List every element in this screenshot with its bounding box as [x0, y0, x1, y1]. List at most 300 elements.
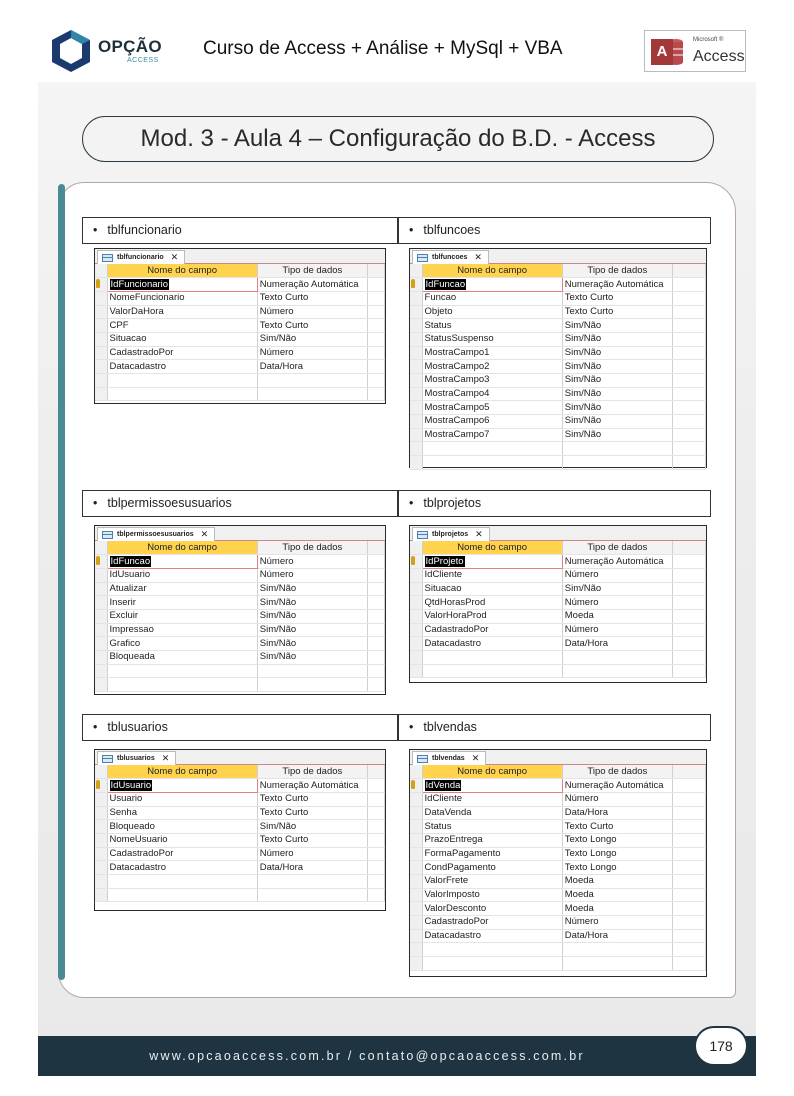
data-type-cell[interactable]: Data/Hora: [257, 861, 367, 875]
row-selector[interactable]: [95, 387, 107, 401]
table-row[interactable]: [410, 582, 706, 596]
field-name-cell[interactable]: NomeUsuario: [107, 833, 257, 847]
field-name-cell[interactable]: Status: [422, 820, 562, 834]
data-type-cell[interactable]: Texto Longo: [562, 861, 672, 875]
description-cell[interactable]: [367, 861, 384, 875]
data-type-cell[interactable]: Data/Hora: [562, 929, 672, 943]
description-cell[interactable]: [367, 678, 384, 692]
description-cell[interactable]: [367, 387, 384, 401]
table-tab[interactable]: [97, 250, 185, 264]
field-name-cell[interactable]: CadastradoPor: [422, 916, 562, 930]
table-row[interactable]: [95, 820, 385, 834]
field-name-cell[interactable]: ValorImposto: [422, 888, 562, 902]
table-row[interactable]: [95, 861, 385, 875]
row-selector[interactable]: [410, 623, 422, 637]
table-row[interactable]: [95, 792, 385, 806]
data-type-cell[interactable]: Numeração Automática: [562, 278, 672, 292]
field-name-cell[interactable]: [107, 374, 257, 388]
description-cell[interactable]: [367, 291, 384, 305]
data-type-cell[interactable]: Sim/Não: [562, 319, 672, 333]
description-cell[interactable]: [672, 623, 705, 637]
description-cell[interactable]: [367, 875, 384, 889]
description-cell[interactable]: [672, 555, 705, 569]
table-tab[interactable]: [412, 751, 486, 765]
table-tab[interactable]: [97, 751, 176, 765]
table-row[interactable]: [95, 360, 385, 374]
table-row[interactable]: [95, 888, 385, 902]
data-type-cell[interactable]: Texto Curto: [562, 305, 672, 319]
field-name-cell[interactable]: [107, 888, 257, 902]
description-cell[interactable]: [672, 401, 705, 415]
description-cell[interactable]: [367, 568, 384, 582]
data-type-cell[interactable]: Moeda: [562, 875, 672, 889]
row-selector[interactable]: [95, 346, 107, 360]
field-name-cell[interactable]: [422, 651, 562, 665]
table-row[interactable]: [95, 278, 385, 292]
table-row[interactable]: [410, 792, 706, 806]
description-cell[interactable]: [367, 346, 384, 360]
row-selector[interactable]: [410, 609, 422, 623]
description-cell[interactable]: [672, 428, 705, 442]
table-row[interactable]: [410, 596, 706, 610]
table-tab[interactable]: [412, 527, 490, 541]
field-name-cell[interactable]: ValorFrete: [422, 875, 562, 889]
row-selector[interactable]: [95, 637, 107, 651]
data-type-cell[interactable]: [562, 957, 672, 971]
data-type-cell[interactable]: Número: [257, 568, 367, 582]
description-cell[interactable]: [367, 779, 384, 793]
row-selector[interactable]: [410, 902, 422, 916]
description-cell[interactable]: [672, 943, 705, 957]
row-selector[interactable]: [410, 637, 422, 651]
field-name-cell[interactable]: [422, 957, 562, 971]
table-row[interactable]: [95, 596, 385, 610]
description-cell[interactable]: [367, 888, 384, 902]
description-cell[interactable]: [367, 609, 384, 623]
row-selector[interactable]: [95, 792, 107, 806]
data-type-cell[interactable]: [257, 387, 367, 401]
data-type-cell[interactable]: Sim/Não: [562, 401, 672, 415]
data-type-cell[interactable]: [257, 664, 367, 678]
data-type-cell[interactable]: [562, 943, 672, 957]
field-name-cell[interactable]: MostraCampo5: [422, 401, 562, 415]
description-cell[interactable]: [672, 929, 705, 943]
field-name-cell[interactable]: [107, 664, 257, 678]
data-type-cell[interactable]: Número: [562, 916, 672, 930]
data-type-cell[interactable]: Sim/Não: [562, 428, 672, 442]
field-name-cell[interactable]: MostraCampo3: [422, 374, 562, 388]
table-row[interactable]: [410, 875, 706, 889]
table-row[interactable]: [95, 387, 385, 401]
close-icon[interactable]: ✕: [474, 252, 482, 262]
table-row[interactable]: [95, 568, 385, 582]
table-row[interactable]: [410, 779, 706, 793]
table-row[interactable]: [410, 278, 706, 292]
data-type-cell[interactable]: Texto Longo: [562, 833, 672, 847]
description-cell[interactable]: [672, 305, 705, 319]
field-name-cell[interactable]: IdCliente: [422, 568, 562, 582]
data-type-cell[interactable]: Sim/Não: [257, 637, 367, 651]
close-icon[interactable]: ✕: [170, 252, 179, 262]
field-name-cell[interactable]: QtdHorasProd: [422, 596, 562, 610]
field-name-cell[interactable]: MostraCampo4: [422, 387, 562, 401]
data-type-cell[interactable]: Data/Hora: [257, 360, 367, 374]
data-type-cell[interactable]: Moeda: [562, 902, 672, 916]
table-row[interactable]: [95, 609, 385, 623]
description-cell[interactable]: [672, 596, 705, 610]
table-row[interactable]: [410, 555, 706, 569]
data-type-cell[interactable]: Sim/Não: [562, 332, 672, 346]
field-name-cell[interactable]: [107, 278, 257, 292]
description-cell[interactable]: [672, 820, 705, 834]
row-selector[interactable]: [410, 360, 422, 374]
description-cell[interactable]: [367, 319, 384, 333]
data-type-cell[interactable]: Sim/Não: [257, 623, 367, 637]
row-selector[interactable]: [95, 861, 107, 875]
data-type-cell[interactable]: Texto Curto: [257, 806, 367, 820]
data-type-cell[interactable]: Moeda: [562, 609, 672, 623]
table-row[interactable]: [410, 806, 706, 820]
description-cell[interactable]: [672, 792, 705, 806]
data-type-cell[interactable]: Número: [562, 596, 672, 610]
table-row[interactable]: [95, 806, 385, 820]
row-selector[interactable]: [410, 568, 422, 582]
row-selector[interactable]: [410, 456, 422, 470]
table-row[interactable]: [410, 428, 706, 442]
description-cell[interactable]: [672, 319, 705, 333]
field-name-cell[interactable]: ValorHoraProd: [422, 609, 562, 623]
description-cell[interactable]: [672, 332, 705, 346]
description-cell[interactable]: [367, 792, 384, 806]
row-selector[interactable]: [410, 875, 422, 889]
table-row[interactable]: [95, 678, 385, 692]
row-selector[interactable]: [95, 833, 107, 847]
description-cell[interactable]: [672, 568, 705, 582]
data-type-cell[interactable]: Número: [257, 346, 367, 360]
description-cell[interactable]: [672, 609, 705, 623]
table-row[interactable]: [410, 651, 706, 665]
data-type-cell[interactable]: Numeração Automática: [562, 555, 672, 569]
field-name-cell[interactable]: Datacadastro: [107, 360, 257, 374]
table-row[interactable]: [410, 888, 706, 902]
field-name-cell[interactable]: ValorDesconto: [422, 902, 562, 916]
row-selector[interactable]: [95, 888, 107, 902]
field-name-cell[interactable]: [422, 555, 562, 569]
row-selector[interactable]: [95, 291, 107, 305]
table-row[interactable]: [410, 833, 706, 847]
close-icon[interactable]: ✕: [200, 529, 209, 539]
field-name-cell[interactable]: Funcao: [422, 291, 562, 305]
description-cell[interactable]: [367, 806, 384, 820]
description-cell[interactable]: [672, 875, 705, 889]
table-row[interactable]: [410, 305, 706, 319]
field-name-cell[interactable]: Situacao: [107, 332, 257, 346]
field-name-cell[interactable]: StatusSuspenso: [422, 332, 562, 346]
field-name-cell[interactable]: CondPagamento: [422, 861, 562, 875]
row-selector[interactable]: [410, 957, 422, 971]
field-name-cell[interactable]: IdCliente: [422, 792, 562, 806]
description-cell[interactable]: [672, 374, 705, 388]
field-name-cell[interactable]: [422, 779, 562, 793]
description-cell[interactable]: [672, 291, 705, 305]
table-row[interactable]: [410, 456, 706, 470]
data-type-cell[interactable]: [562, 664, 672, 678]
description-cell[interactable]: [367, 637, 384, 651]
description-cell[interactable]: [367, 664, 384, 678]
table-row[interactable]: [95, 291, 385, 305]
data-type-cell[interactable]: Texto Curto: [257, 833, 367, 847]
description-cell[interactable]: [672, 346, 705, 360]
description-cell[interactable]: [672, 902, 705, 916]
description-cell[interactable]: [367, 820, 384, 834]
description-cell[interactable]: [672, 916, 705, 930]
table-row[interactable]: [410, 861, 706, 875]
data-type-cell[interactable]: Texto Curto: [562, 820, 672, 834]
row-selector[interactable]: [410, 847, 422, 861]
row-selector[interactable]: [410, 820, 422, 834]
row-selector[interactable]: [410, 415, 422, 429]
table-row[interactable]: [95, 305, 385, 319]
data-type-cell[interactable]: Sim/Não: [257, 609, 367, 623]
description-cell[interactable]: [672, 582, 705, 596]
description-cell[interactable]: [672, 442, 705, 456]
table-row[interactable]: [410, 291, 706, 305]
description-cell[interactable]: [672, 957, 705, 971]
row-selector[interactable]: [95, 319, 107, 333]
row-selector[interactable]: [410, 374, 422, 388]
table-row[interactable]: [95, 637, 385, 651]
field-name-cell[interactable]: [107, 678, 257, 692]
close-icon[interactable]: ✕: [475, 529, 483, 539]
row-selector[interactable]: [410, 596, 422, 610]
field-name-cell[interactable]: [107, 555, 257, 569]
table-tab[interactable]: [97, 527, 215, 541]
row-selector[interactable]: [95, 875, 107, 889]
table-row[interactable]: [410, 401, 706, 415]
description-cell[interactable]: [367, 374, 384, 388]
table-row[interactable]: [410, 374, 706, 388]
table-row[interactable]: [410, 623, 706, 637]
description-cell[interactable]: [672, 456, 705, 470]
description-cell[interactable]: [672, 387, 705, 401]
description-cell[interactable]: [672, 833, 705, 847]
field-name-cell[interactable]: Impressao: [107, 623, 257, 637]
row-selector[interactable]: [410, 291, 422, 305]
field-name-cell[interactable]: DataVenda: [422, 806, 562, 820]
field-name-cell[interactable]: [107, 875, 257, 889]
field-name-cell[interactable]: Bloqueado: [107, 820, 257, 834]
description-cell[interactable]: [672, 888, 705, 902]
field-name-cell[interactable]: CadastradoPor: [107, 346, 257, 360]
table-row[interactable]: [410, 415, 706, 429]
field-name-cell[interactable]: Datacadastro: [107, 861, 257, 875]
table-row[interactable]: [95, 332, 385, 346]
table-row[interactable]: [410, 360, 706, 374]
field-name-cell[interactable]: Atualizar: [107, 582, 257, 596]
table-row[interactable]: [410, 902, 706, 916]
row-selector[interactable]: [410, 929, 422, 943]
data-type-cell[interactable]: [562, 442, 672, 456]
row-selector[interactable]: [95, 568, 107, 582]
data-type-cell[interactable]: Sim/Não: [257, 651, 367, 665]
table-row[interactable]: [410, 319, 706, 333]
table-row[interactable]: [410, 609, 706, 623]
row-selector[interactable]: [95, 847, 107, 861]
table-row[interactable]: [95, 623, 385, 637]
table-row[interactable]: [95, 582, 385, 596]
row-selector[interactable]: [95, 678, 107, 692]
field-name-cell[interactable]: MostraCampo1: [422, 346, 562, 360]
row-selector[interactable]: [410, 888, 422, 902]
description-cell[interactable]: [367, 555, 384, 569]
row-selector[interactable]: [95, 360, 107, 374]
data-type-cell[interactable]: Número: [562, 568, 672, 582]
table-row[interactable]: [410, 637, 706, 651]
row-selector[interactable]: [410, 387, 422, 401]
table-row[interactable]: [410, 957, 706, 971]
field-name-cell[interactable]: Datacadastro: [422, 637, 562, 651]
field-name-cell[interactable]: [422, 442, 562, 456]
field-name-cell[interactable]: [422, 664, 562, 678]
row-selector[interactable]: [410, 833, 422, 847]
data-type-cell[interactable]: Numeração Automática: [257, 278, 367, 292]
table-row[interactable]: [410, 847, 706, 861]
data-type-cell[interactable]: Data/Hora: [562, 637, 672, 651]
table-row[interactable]: [95, 664, 385, 678]
table-row[interactable]: [410, 820, 706, 834]
description-cell[interactable]: [672, 278, 705, 292]
row-selector[interactable]: [410, 792, 422, 806]
close-icon[interactable]: ✕: [161, 753, 170, 763]
description-cell[interactable]: [367, 833, 384, 847]
data-type-cell[interactable]: [562, 651, 672, 665]
row-selector[interactable]: [410, 582, 422, 596]
field-name-cell[interactable]: [422, 278, 562, 292]
field-name-cell[interactable]: MostraCampo2: [422, 360, 562, 374]
row-selector[interactable]: [410, 806, 422, 820]
field-name-cell[interactable]: CPF: [107, 319, 257, 333]
description-cell[interactable]: [367, 623, 384, 637]
field-name-cell[interactable]: Situacao: [422, 582, 562, 596]
field-name-cell[interactable]: Objeto: [422, 305, 562, 319]
description-cell[interactable]: [672, 360, 705, 374]
field-name-cell[interactable]: PrazoEntrega: [422, 833, 562, 847]
row-selector[interactable]: [410, 332, 422, 346]
data-type-cell[interactable]: Data/Hora: [562, 806, 672, 820]
data-type-cell[interactable]: Texto Curto: [257, 792, 367, 806]
field-name-cell[interactable]: Datacadastro: [422, 929, 562, 943]
field-name-cell[interactable]: MostraCampo7: [422, 428, 562, 442]
description-cell[interactable]: [367, 332, 384, 346]
row-selector[interactable]: [95, 651, 107, 665]
row-selector[interactable]: [410, 305, 422, 319]
field-name-cell[interactable]: [422, 943, 562, 957]
data-type-cell[interactable]: Sim/Não: [257, 596, 367, 610]
data-type-cell[interactable]: [257, 374, 367, 388]
table-row[interactable]: [95, 651, 385, 665]
row-selector[interactable]: [95, 332, 107, 346]
data-type-cell[interactable]: Sim/Não: [562, 582, 672, 596]
data-type-cell[interactable]: Número: [257, 847, 367, 861]
data-type-cell[interactable]: Número: [562, 792, 672, 806]
data-type-cell[interactable]: Sim/Não: [562, 415, 672, 429]
table-row[interactable]: [95, 555, 385, 569]
description-cell[interactable]: [672, 861, 705, 875]
table-row[interactable]: [95, 346, 385, 360]
table-row[interactable]: [95, 847, 385, 861]
field-name-cell[interactable]: Inserir: [107, 596, 257, 610]
description-cell[interactable]: [672, 806, 705, 820]
table-row[interactable]: [410, 929, 706, 943]
field-name-cell[interactable]: Senha: [107, 806, 257, 820]
description-cell[interactable]: [672, 847, 705, 861]
description-cell[interactable]: [367, 596, 384, 610]
table-row[interactable]: [410, 664, 706, 678]
data-type-cell[interactable]: Texto Longo: [562, 847, 672, 861]
data-type-cell[interactable]: Número: [257, 305, 367, 319]
data-type-cell[interactable]: Moeda: [562, 888, 672, 902]
row-selector[interactable]: [410, 428, 422, 442]
row-selector[interactable]: [95, 609, 107, 623]
table-row[interactable]: [410, 346, 706, 360]
table-row[interactable]: [410, 387, 706, 401]
data-type-cell[interactable]: Sim/Não: [562, 346, 672, 360]
data-type-cell[interactable]: [257, 678, 367, 692]
data-type-cell[interactable]: Sim/Não: [257, 820, 367, 834]
field-name-cell[interactable]: Excluir: [107, 609, 257, 623]
data-type-cell[interactable]: Sim/Não: [562, 387, 672, 401]
description-cell[interactable]: [672, 651, 705, 665]
table-row[interactable]: [95, 875, 385, 889]
description-cell[interactable]: [672, 664, 705, 678]
row-selector[interactable]: [95, 623, 107, 637]
row-selector[interactable]: [410, 651, 422, 665]
row-selector[interactable]: [410, 916, 422, 930]
data-type-cell[interactable]: Numeração Automática: [257, 779, 367, 793]
table-row[interactable]: [95, 319, 385, 333]
row-selector[interactable]: [95, 664, 107, 678]
description-cell[interactable]: [672, 415, 705, 429]
field-name-cell[interactable]: Bloqueada: [107, 651, 257, 665]
description-cell[interactable]: [367, 278, 384, 292]
description-cell[interactable]: [367, 651, 384, 665]
table-row[interactable]: [410, 916, 706, 930]
row-selector[interactable]: [95, 596, 107, 610]
description-cell[interactable]: [367, 847, 384, 861]
row-selector[interactable]: [410, 346, 422, 360]
field-name-cell[interactable]: NomeFuncionario: [107, 291, 257, 305]
field-name-cell[interactable]: CadastradoPor: [107, 847, 257, 861]
data-type-cell[interactable]: Sim/Não: [257, 582, 367, 596]
data-type-cell[interactable]: Sim/Não: [562, 360, 672, 374]
close-icon[interactable]: ✕: [471, 753, 480, 763]
field-name-cell[interactable]: Status: [422, 319, 562, 333]
data-type-cell[interactable]: Numeração Automática: [562, 779, 672, 793]
field-name-cell[interactable]: Grafico: [107, 637, 257, 651]
row-selector[interactable]: [95, 820, 107, 834]
data-type-cell[interactable]: [257, 875, 367, 889]
field-name-cell[interactable]: Usuario: [107, 792, 257, 806]
field-name-cell[interactable]: FormaPagamento: [422, 847, 562, 861]
description-cell[interactable]: [672, 637, 705, 651]
data-type-cell[interactable]: Sim/Não: [257, 332, 367, 346]
table-tab[interactable]: [412, 250, 489, 264]
data-type-cell[interactable]: [257, 888, 367, 902]
table-row[interactable]: [410, 568, 706, 582]
field-name-cell[interactable]: [107, 387, 257, 401]
data-type-cell[interactable]: [562, 456, 672, 470]
description-cell[interactable]: [367, 360, 384, 374]
